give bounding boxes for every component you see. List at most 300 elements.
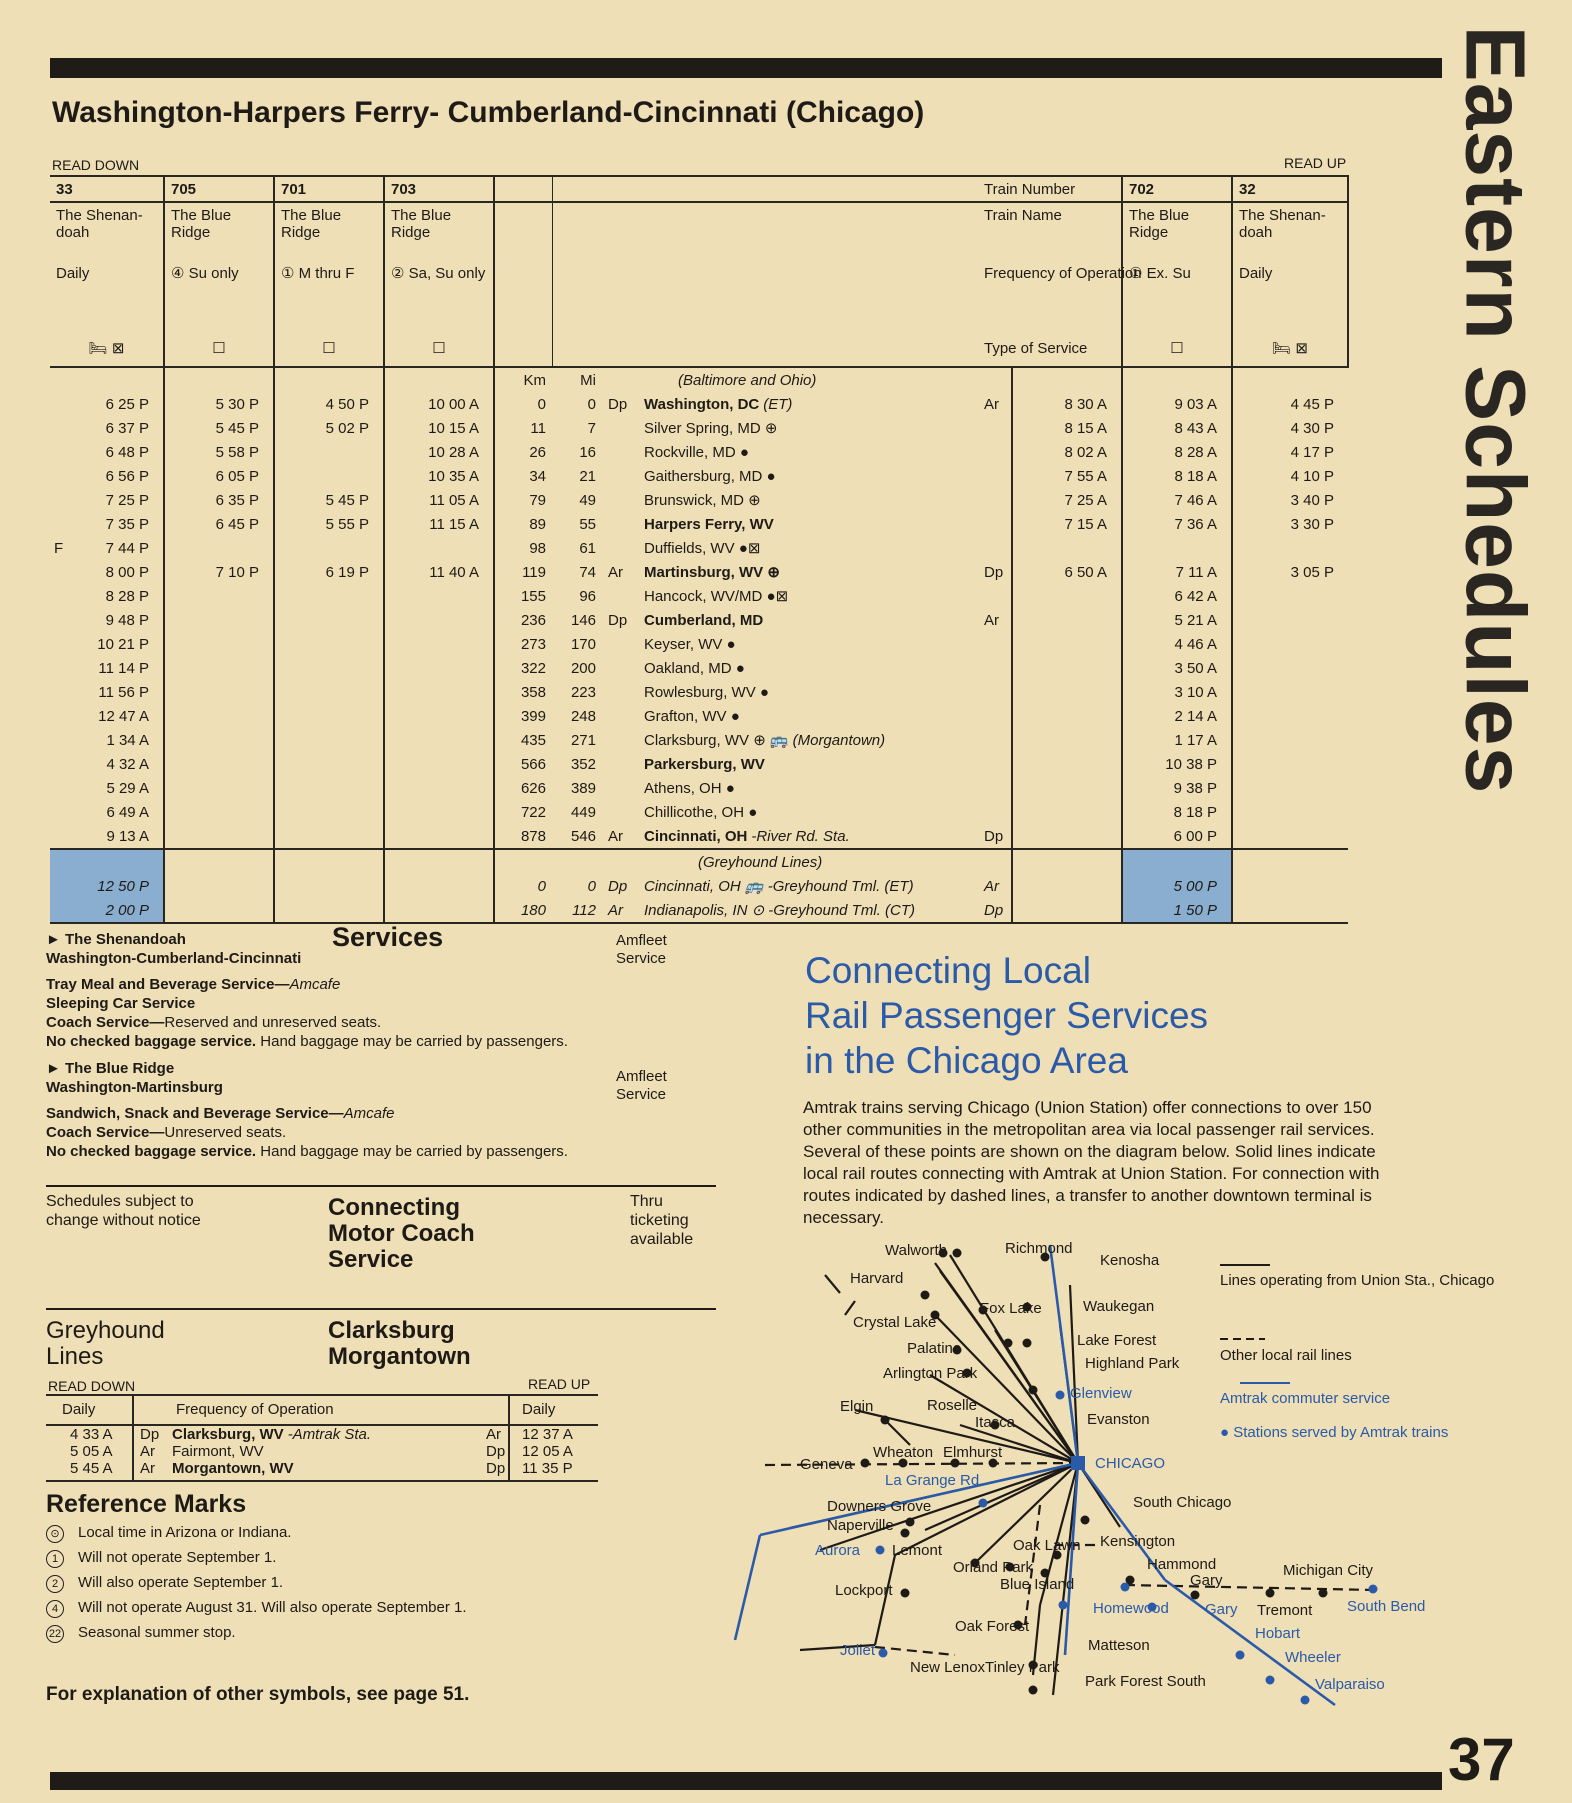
- reference-text: Will also operate September 1.: [78, 1574, 284, 1591]
- mi: 21: [579, 467, 596, 485]
- cell: [50, 367, 164, 392]
- schedule-row: [50, 704, 1348, 728]
- cell: [602, 849, 638, 874]
- amfleet-label-2: Amfleet Service: [616, 1068, 667, 1103]
- cell: [274, 898, 384, 923]
- mi: 61: [579, 539, 596, 557]
- map-title: Connecting Local Rail Passenger Services in the Chicago Area: [805, 950, 1209, 1081]
- time-704: [1232, 800, 1348, 824]
- station: [638, 704, 978, 728]
- dp-ar: [602, 776, 638, 800]
- time-32: [1122, 536, 1232, 560]
- chicago-rail-map: [795, 1235, 1495, 1705]
- reference-mark: [46, 1574, 283, 1593]
- time-701: [274, 680, 384, 704]
- station-name: Clarksburg, WV ⊕ 🚌: [644, 732, 789, 749]
- dp-ar: Ar: [602, 824, 638, 849]
- label-lake-forest: Lake Forest: [1077, 1332, 1157, 1349]
- cell: [1232, 874, 1348, 898]
- train-name: The Blue Ridge: [274, 202, 384, 263]
- frequency: Daily: [50, 263, 164, 330]
- station: [638, 488, 978, 512]
- schedule-row: [50, 728, 1348, 752]
- schedule-row: [50, 202, 1348, 263]
- cell: [164, 849, 274, 874]
- time-32: 8 18 A: [1122, 464, 1232, 488]
- time: 7 44 P: [105, 539, 149, 557]
- km: 79: [494, 488, 552, 512]
- time-705: [164, 800, 274, 824]
- time-705: 6 45 P: [164, 512, 274, 536]
- time-703: 11 05 A: [384, 488, 494, 512]
- station-name: Martinsburg, WV ⊕: [644, 564, 780, 581]
- dp: [638, 263, 978, 330]
- reference-symbol: 1: [46, 1550, 64, 1568]
- time-705: 7 10 P: [164, 560, 274, 584]
- train-name: The Shenan- doah: [50, 202, 164, 263]
- dp-ar: Dp: [140, 1426, 160, 1443]
- label-palatine: Palatine: [907, 1340, 962, 1357]
- label-wheeler: Wheeler: [1285, 1649, 1341, 1666]
- schedule-row: [50, 824, 1348, 849]
- time-703: [384, 704, 494, 728]
- schedule-table: [50, 175, 1348, 924]
- service-line: [46, 1032, 726, 1051]
- label-valparaiso: Valparaiso: [1315, 1676, 1385, 1693]
- time-701: [274, 728, 384, 752]
- time-701: 5 55 P: [274, 512, 384, 536]
- blue-ridge-title: ► The Blue Ridge: [46, 1060, 175, 1077]
- station-name: Silver Spring, MD ⊕: [644, 420, 778, 437]
- train-name: The Shenan- doah: [1232, 202, 1348, 263]
- time-33: 11 14 P: [50, 656, 164, 680]
- carrier-name: Greyhound Lines: [46, 1317, 165, 1370]
- ar-dp: Ar: [978, 392, 1012, 416]
- dp-ar: [602, 680, 638, 704]
- station-extra: (Morgantown): [792, 732, 886, 749]
- dp-ar: [602, 536, 638, 560]
- time-702: 8 15 A: [1012, 416, 1122, 440]
- km: 34: [494, 464, 552, 488]
- cell: [494, 849, 552, 874]
- time-703: [384, 536, 494, 560]
- read-up-label: READ UP: [1284, 155, 1347, 171]
- legend-solid: Lines operating from Union Sta., Chicago: [1220, 1272, 1495, 1289]
- station-name: Parkersburg, WV: [644, 755, 765, 773]
- station: [638, 680, 978, 704]
- train-number: 32: [1232, 176, 1348, 202]
- time-704: 4 30 P: [1290, 419, 1334, 437]
- time-705: 5 30 P: [164, 392, 274, 416]
- ar-dp: [978, 488, 1012, 512]
- divider: [46, 1185, 716, 1187]
- map-description: Amtrak trains serving Chicago (Union Station) offer connections to over 150 other communities in the metropolitan area via local passenger rail services. Several of these points are shown on the diagram below. Solid lines indicate local rail routes connecting with Amtrak at Union Station. For connection with routes indicated by dashed lines, a transfer to another downtown terminal is necessary.: [803, 1098, 1380, 1227]
- time-703: 10 35 A: [384, 464, 494, 488]
- label-hammond: Hammond: [1147, 1556, 1217, 1573]
- time-705: [164, 776, 274, 800]
- km: 236: [494, 608, 552, 632]
- col-daily: Daily: [522, 1401, 556, 1418]
- cell: [274, 849, 384, 874]
- mi: [602, 202, 638, 263]
- dp-ar: [602, 416, 638, 440]
- schedule-row: [50, 752, 1348, 776]
- cell: [978, 367, 1012, 392]
- station: [172, 1443, 264, 1460]
- schedule-row: [50, 800, 1348, 824]
- km: [552, 330, 602, 367]
- station-name: Morgantown, WV: [172, 1460, 294, 1477]
- ar-dp: Ar: [486, 1426, 501, 1443]
- km: [552, 202, 602, 263]
- train-name: The Blue Ridge: [164, 202, 274, 263]
- service-line: [46, 975, 726, 994]
- ar-dp: [978, 464, 1012, 488]
- station: Indianapolis, IN ⊙ -Greyhound Tml. (CT): [638, 898, 978, 923]
- train-number: 702: [1122, 176, 1232, 202]
- bottom-rule: [50, 1772, 1442, 1790]
- station-name: Hancock, WV/MD ●⊠: [644, 588, 789, 605]
- station: [638, 776, 978, 800]
- reference-text: Local time in Arizona or Indiana.: [78, 1524, 292, 1541]
- station-name: Oakland, MD ●: [644, 659, 745, 677]
- time-32: 5 21 A: [1122, 608, 1232, 632]
- time-703: [384, 800, 494, 824]
- time-703: 10 28 A: [384, 440, 494, 464]
- station: [172, 1460, 294, 1477]
- time-705: [164, 608, 274, 632]
- time-33: 6 25 P: [50, 392, 164, 416]
- station-name: Chillicothe, OH ●: [644, 803, 758, 821]
- cell: [1012, 367, 1122, 392]
- shenandoah-title: ► The Shenandoah: [46, 931, 186, 948]
- time-704: [1232, 704, 1348, 728]
- time-705: 5 58 P: [164, 440, 274, 464]
- time-704: [1232, 584, 1348, 608]
- service-bold: No checked baggage service.: [46, 1143, 257, 1160]
- mi: 223: [570, 683, 596, 701]
- mi: 112: [552, 898, 602, 923]
- label-glenview: Glenview: [1070, 1385, 1132, 1402]
- ar-dp: [978, 656, 1012, 680]
- mi: 55: [579, 515, 596, 533]
- time-702: 8 30 A: [1012, 392, 1122, 416]
- time-33: 6 56 P: [50, 464, 164, 488]
- label-arlington-park: Arlington Park: [883, 1365, 978, 1382]
- service-text: Hand baggage may be carried by passengers.: [256, 1033, 568, 1050]
- cell: [384, 849, 494, 874]
- reference-symbol: 2: [46, 1575, 64, 1593]
- dp-ar: [602, 656, 638, 680]
- station-name: Cumberland, MD: [644, 611, 764, 629]
- train-number-label: Train Number: [978, 176, 1012, 202]
- ar-dp: Ar: [978, 874, 1012, 898]
- frequency: ① Ex. Su: [1122, 263, 1232, 330]
- service-type: ☐: [384, 330, 494, 367]
- label-oak-lawn: Oak Lawn: [1013, 1537, 1081, 1554]
- divider: [46, 1308, 716, 1310]
- cell: [1012, 849, 1122, 874]
- ar-dp: Dp: [978, 560, 1012, 584]
- time-701: [274, 704, 384, 728]
- dp-ar: [602, 512, 638, 536]
- time-704: 4 10 P: [1290, 467, 1334, 485]
- flag-stop: F: [54, 539, 64, 557]
- schedule-row: [50, 584, 1348, 608]
- ar-dp: Dp: [486, 1460, 506, 1477]
- schedule-change-note: Schedules subject to change without notice: [46, 1193, 201, 1229]
- time-33: 6 48 P: [50, 440, 164, 464]
- service-bold: No checked baggage service.: [46, 1033, 257, 1050]
- amfleet-label-1: Amfleet Service: [616, 932, 667, 967]
- frequency: ④ Su only: [164, 263, 274, 330]
- train-number: 701: [274, 176, 384, 202]
- label-walworth: Walworth: [885, 1242, 947, 1259]
- time-702: 8 02 A: [1012, 440, 1122, 464]
- time-701: 5 45 P: [274, 488, 384, 512]
- train-name: The Blue Ridge: [1122, 202, 1232, 263]
- service-line: [46, 1142, 726, 1161]
- time-702: [1012, 680, 1122, 704]
- station-name: Cincinnati, OH: [644, 827, 748, 845]
- train-number: 703: [384, 176, 494, 202]
- station-name: Gaithersburg, MD ●: [644, 467, 776, 485]
- services-block: [46, 930, 726, 1161]
- time-33: 4 32 A: [50, 752, 164, 776]
- cell: [1232, 367, 1348, 392]
- time-702: 6 50 A: [1012, 560, 1122, 584]
- time-703: [384, 632, 494, 656]
- time-702: [1012, 752, 1122, 776]
- km-header: Km: [494, 367, 552, 392]
- cell: [1012, 898, 1122, 923]
- time-705: [164, 632, 274, 656]
- time-32: 6 42 A: [1122, 584, 1232, 608]
- time-702: [1012, 608, 1122, 632]
- dp-ar: Ar: [140, 1443, 155, 1460]
- cell: [164, 874, 274, 898]
- time-702: [1012, 584, 1122, 608]
- time-704: [1232, 608, 1348, 632]
- schedule-row: [50, 176, 1348, 202]
- time-33: 2 00 P: [50, 898, 164, 923]
- greyhound-row: [50, 898, 1348, 923]
- mi: 0: [587, 395, 596, 413]
- ar-dp: [978, 728, 1012, 752]
- schedule-row: [50, 416, 1348, 440]
- blank: [494, 330, 552, 367]
- reference-symbol: ⊙: [46, 1525, 64, 1543]
- label-la-grange: La Grange Rd.: [885, 1472, 984, 1489]
- page-title: Washington-Harpers Ferry- Cumberland-Cincinnati (Chicago): [52, 96, 925, 129]
- dp-ar: Ar: [140, 1460, 155, 1477]
- label-roselle: Roselle: [927, 1397, 978, 1414]
- station: [638, 800, 978, 824]
- time-702: 7 55 A: [1012, 464, 1122, 488]
- station: [638, 560, 978, 584]
- label-fox-lake: Fox Lake: [980, 1300, 1042, 1317]
- station-name: Washington, DC: [644, 395, 760, 413]
- time-32: 10 38 P: [1122, 752, 1232, 776]
- dp-ar: Ar: [602, 898, 638, 923]
- km: 435: [494, 728, 552, 752]
- service-text: Hand baggage may be carried by passengers.: [256, 1143, 568, 1160]
- label-chicago: CHICAGO: [1095, 1455, 1166, 1472]
- km: 26: [494, 440, 552, 464]
- time-32: 6 00 P: [1122, 824, 1232, 849]
- schedule-row: [50, 464, 1348, 488]
- service-line: [46, 994, 726, 1013]
- dp: [638, 330, 978, 367]
- service-bold: Sandwich, Snack and Beverage Service—: [46, 1105, 344, 1122]
- ar-dp: [978, 800, 1012, 824]
- ar-dp: [978, 536, 1012, 560]
- time-704: [1232, 680, 1348, 704]
- km: 119: [494, 560, 552, 584]
- km: 11: [494, 416, 552, 440]
- time-701: [274, 608, 384, 632]
- label-new-lenox: New Lenox: [910, 1659, 986, 1676]
- dp: [638, 176, 978, 202]
- blue-ridge-route: Washington-Martinsburg: [46, 1079, 223, 1096]
- label-geneva: Geneva: [800, 1456, 853, 1473]
- time-33: 10 21 P: [50, 632, 164, 656]
- time-down: 5 05 A: [70, 1443, 113, 1460]
- time-33: 6 37 P: [50, 416, 164, 440]
- time-32: 5 00 P: [1122, 874, 1232, 898]
- ar-dp: [978, 752, 1012, 776]
- schedule-row: [50, 680, 1348, 704]
- time-703: 11 15 A: [384, 512, 494, 536]
- km: 322: [494, 656, 552, 680]
- legend-amtrak: Amtrak commuter service: [1220, 1390, 1391, 1407]
- time-32: 3 10 A: [1122, 680, 1232, 704]
- dp-ar: Ar: [608, 563, 623, 581]
- schedule-row: [50, 367, 1348, 392]
- time-701: [274, 776, 384, 800]
- label-south-chicago: South Chicago: [1133, 1494, 1232, 1511]
- service-line: [46, 1013, 726, 1032]
- km: 180: [494, 898, 552, 923]
- mi: 352: [570, 755, 596, 773]
- time-32: 1 17 A: [1122, 728, 1232, 752]
- cell: [978, 849, 1012, 874]
- legend-dashed: Other local rail lines: [1220, 1347, 1352, 1364]
- time-702: [1012, 704, 1122, 728]
- dp-ar: [602, 584, 638, 608]
- label-downers-grove: Downers Grove: [827, 1498, 932, 1515]
- time-32: 8 28 A: [1122, 440, 1232, 464]
- time-704: [1232, 632, 1348, 656]
- ar-dp: [978, 704, 1012, 728]
- service-bold: Coach Service—: [46, 1014, 165, 1031]
- station: [638, 728, 978, 752]
- reference-mark: [46, 1549, 276, 1568]
- km: 98: [494, 536, 552, 560]
- time-705: 6 05 P: [164, 464, 274, 488]
- km: 399: [494, 704, 552, 728]
- km: 878: [494, 824, 552, 849]
- mi: 16: [579, 443, 596, 461]
- station: [638, 536, 978, 560]
- service-type: 🛏 ⊠: [1232, 330, 1348, 367]
- motor-row: [46, 1460, 598, 1477]
- side-title: Eastern Schedules: [1448, 25, 1543, 795]
- time-down: 5 45 A: [70, 1460, 113, 1477]
- motor-read-up: READ UP: [528, 1376, 591, 1392]
- schedule-row: [50, 536, 1348, 560]
- time-705: [164, 536, 274, 560]
- cell: [164, 898, 274, 923]
- time-32: 8 18 P: [1122, 800, 1232, 824]
- ar-dp: Dp: [978, 824, 1012, 849]
- train-number: 33: [50, 176, 164, 202]
- time-702: [1012, 632, 1122, 656]
- service-line: [46, 1123, 726, 1142]
- greyhound-note-row: [50, 849, 1348, 874]
- time-32: 2 14 A: [1122, 704, 1232, 728]
- km: [552, 176, 602, 202]
- time-701: [274, 632, 384, 656]
- time-701: [274, 584, 384, 608]
- label-waukegan: Waukegan: [1083, 1298, 1155, 1315]
- motor-coach-heading: Connecting Motor Coach Service: [328, 1194, 475, 1273]
- station-extra: (ET): [763, 395, 793, 413]
- time-704: [1232, 776, 1348, 800]
- ar-dp: [978, 416, 1012, 440]
- thru-ticketing-note: Thru ticketing available: [630, 1193, 694, 1248]
- label-evanston: Evanston: [1087, 1411, 1150, 1428]
- blank: [494, 263, 552, 330]
- time-down: 4 33 A: [70, 1426, 113, 1443]
- service-bold: Sleeping Car Service: [46, 995, 196, 1012]
- time-702: [1012, 536, 1122, 560]
- time-704: [1232, 728, 1348, 752]
- services-heading: Services: [332, 922, 444, 952]
- km: 273: [494, 632, 552, 656]
- station-name: Grafton, WV ●: [644, 707, 740, 725]
- station: [638, 440, 978, 464]
- label-itasca: Itasca: [975, 1414, 1016, 1431]
- time-up: 12 37 A: [522, 1426, 573, 1443]
- time-32: 7 46 A: [1122, 488, 1232, 512]
- schedule-row: [50, 776, 1348, 800]
- cell: [552, 849, 602, 874]
- railroad-note: (Baltimore and Ohio): [678, 371, 817, 389]
- time-701: [274, 824, 384, 849]
- station: [638, 512, 978, 536]
- label-elgin: Elgin: [840, 1398, 874, 1415]
- page-number: 37: [1448, 1726, 1515, 1793]
- mi: 0: [587, 877, 596, 895]
- time-701: 5 02 P: [274, 416, 384, 440]
- reference-mark: [46, 1524, 291, 1543]
- station: [638, 824, 978, 849]
- time-703: 10 15 A: [384, 416, 494, 440]
- time-33: 7 35 P: [50, 512, 164, 536]
- time-703: [384, 680, 494, 704]
- dp-ar: [602, 752, 638, 776]
- dp-ar: [602, 488, 638, 512]
- label-blue-island: Blue Island: [1000, 1576, 1075, 1593]
- time-701: [274, 800, 384, 824]
- km: 89: [494, 512, 552, 536]
- service-bold: Coach Service—: [46, 1124, 165, 1141]
- cell: [384, 367, 494, 392]
- km: [552, 263, 602, 330]
- label-wheaton: Wheaton: [873, 1444, 934, 1461]
- station-name: Brunswick, MD ⊕: [644, 492, 761, 509]
